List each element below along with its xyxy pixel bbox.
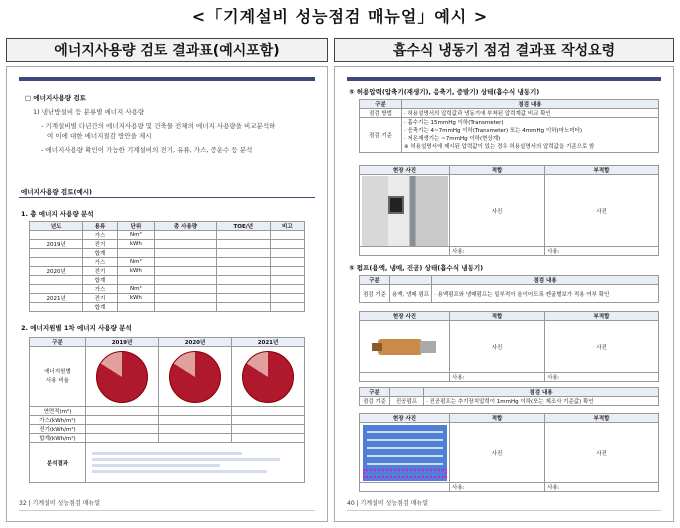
t1-cell xyxy=(270,258,304,267)
header-bar xyxy=(19,77,315,81)
t1-cell xyxy=(270,276,304,285)
t1-cell xyxy=(270,249,304,258)
t1-cell xyxy=(216,231,270,240)
caption: 사용: xyxy=(545,483,659,492)
row-sub: 용액, 냉매 펌프 xyxy=(390,285,432,303)
caption: 사용: xyxy=(545,373,659,382)
example-title: 에너지사용량 검토(예시) xyxy=(21,188,92,196)
header-cell: 현장 사진 xyxy=(360,414,450,423)
divider xyxy=(19,197,315,198)
t1-cell xyxy=(155,285,217,294)
left-header: 에너지사용량 검토 결과표(예시포함) xyxy=(6,38,328,62)
row-sub: 진공펌프 xyxy=(390,397,424,406)
section1-title: ⑤ 허용압력(압축기(재생기), 응축기, 증발기) 상태(흡수식 냉동기) xyxy=(349,88,540,96)
pump-drawing xyxy=(370,325,440,369)
t1-cell: Nm³ xyxy=(117,231,155,240)
table-row xyxy=(30,267,305,276)
pie-chart-2019 xyxy=(96,351,148,403)
table-row xyxy=(30,285,305,294)
t1-cell: 전기 xyxy=(83,267,117,276)
t1-cell xyxy=(117,249,155,258)
t1-cell xyxy=(270,285,304,294)
row-text: · 용액펌프와 냉매펌프는 일부적이 올이어도록 캔굴별보가 적용 여부 확인 xyxy=(432,285,659,303)
t1-cell xyxy=(30,231,83,240)
t1-cell: kWh xyxy=(117,267,155,276)
row-text: · 진공펌프는 추기장치압력이 1mmHg 이하(또는 제조사 기준값) 확인 xyxy=(424,397,659,406)
t1-cell: 가스 xyxy=(83,285,117,294)
t1-cell xyxy=(216,276,270,285)
right-page-image xyxy=(334,66,674,522)
criteria-line: · 응축기는 4~7mmHg 이하(Transmeter) 또는 4mmHg 이하(마노미터) xyxy=(404,128,583,134)
header-cell: 점검 내용 xyxy=(424,388,659,397)
criteria-line: ※ 허용설명서에 제시된 압력값이 있는 경우 허용설명서의 압력값을 기준으로 함 xyxy=(404,144,595,150)
table-row xyxy=(30,231,305,240)
t1-header: 단위 xyxy=(117,222,155,231)
header-bar xyxy=(347,77,661,81)
t1-cell: Nm³ xyxy=(117,285,155,294)
t1-cell xyxy=(270,267,304,276)
t1-cell xyxy=(155,258,217,267)
t1-cell xyxy=(216,285,270,294)
photo-placeholder: 사진 xyxy=(450,175,545,247)
t1-cell xyxy=(270,303,304,312)
section2-title: ⑤ 펌프(용액, 냉매, 진공) 상태(흡수식 냉동기) xyxy=(349,264,484,272)
photo-table-2 xyxy=(359,311,659,382)
photo-placeholder: 사진 xyxy=(545,321,659,373)
footer-line xyxy=(347,510,661,511)
t1-cell xyxy=(155,267,217,276)
header-cell: 구분 xyxy=(360,388,390,397)
table-row xyxy=(30,303,305,312)
t2-row-label: 가스(kWh/m²) xyxy=(30,416,86,425)
t1-header: 년도 xyxy=(30,222,83,231)
header-cell: 적합 xyxy=(450,312,545,321)
site-photo xyxy=(362,176,448,246)
t2-header: 2021년 xyxy=(232,338,305,347)
header-cell: 부적합 xyxy=(545,414,659,423)
t1-cell: 합계 xyxy=(83,303,117,312)
energy-source-table xyxy=(29,337,305,483)
t1-cell xyxy=(117,276,155,285)
t2-row-label: 전기(kWh/m²) xyxy=(30,425,86,434)
pie-chart-2020 xyxy=(169,351,221,403)
t1-cell xyxy=(30,303,83,312)
pie-chart-2021 xyxy=(242,351,294,403)
t1-cell xyxy=(216,303,270,312)
photo-placeholder: 사진 xyxy=(545,423,659,483)
header-cell: 점검 내용 xyxy=(402,100,659,109)
t1-cell xyxy=(30,276,83,285)
t1-cell: 가스 xyxy=(83,258,117,267)
t1-cell xyxy=(155,303,217,312)
t1-cell xyxy=(117,303,155,312)
photo-placeholder: 사진 xyxy=(450,423,545,483)
left-footer: 32 | 기계설비 성능점검 매뉴얼 xyxy=(19,500,101,507)
t1-cell xyxy=(155,231,217,240)
header-cell: 적합 xyxy=(450,166,545,175)
row-label: 점검 방법 xyxy=(360,109,402,118)
table1-title: 1. 총 에너지 사용량 분석 xyxy=(21,210,94,218)
t1-header: 총 사용량 xyxy=(155,222,217,231)
bullet-1a: - 기계설비별 다년간의 에너지사용량 및 건축물 전체의 에너지 사용량을 비교분석하 xyxy=(41,122,276,130)
pie-label: 사용 비율 xyxy=(45,377,69,384)
table-row xyxy=(30,249,305,258)
t2-header: 구분 xyxy=(30,338,86,347)
t1-cell: 합계 xyxy=(83,276,117,285)
page-title: <「기계설비 성능점검 매뉴얼」예시 > xyxy=(191,7,489,26)
t1-cell xyxy=(270,231,304,240)
row-label: 점검 기준 xyxy=(360,397,390,406)
t1-cell: 2019년 xyxy=(30,240,83,249)
caption: 사용: xyxy=(545,247,659,256)
t1-cell xyxy=(270,240,304,249)
table-row xyxy=(30,294,305,303)
table2-title: 2. 에너지원별 1차 에너지 사용량 분석 xyxy=(21,324,132,332)
t1-cell xyxy=(30,285,83,294)
row-text: · 허용설명서의 압력값과 냉동기에 부착된 압력계값 비교 확인 xyxy=(402,109,659,118)
caption: 사용: xyxy=(450,247,545,256)
footer-line xyxy=(19,510,315,511)
right-header: 흡수식 냉동기 점검 결과표 작성요령 xyxy=(334,38,674,62)
t1-cell xyxy=(155,249,217,258)
criteria-line: · 저온재생기는 ~7mmHg 이하(현상계) xyxy=(404,136,501,142)
t2-row-label: 합계(kWh/m²) xyxy=(30,434,86,443)
header-cell: 적합 xyxy=(450,414,545,423)
t1-cell: 2020년 xyxy=(30,267,83,276)
header-cell: 점검 내용 xyxy=(432,276,659,285)
photo-placeholder: 사진 xyxy=(450,321,545,373)
table-row xyxy=(30,240,305,249)
caption: 사용: xyxy=(450,483,545,492)
header-cell: 현장 사진 xyxy=(360,312,450,321)
header-cell: 구분 xyxy=(360,276,390,285)
t1-cell: kWh xyxy=(117,240,155,249)
header-cell: 구분 xyxy=(360,100,402,109)
table-row xyxy=(30,276,305,285)
t1-cell: 전기 xyxy=(83,240,117,249)
pie-label: 에너지원별 xyxy=(44,368,71,375)
t2-header: 2020년 xyxy=(159,338,232,347)
t1-header: 용류 xyxy=(83,222,117,231)
t1-cell xyxy=(30,249,83,258)
t1-cell xyxy=(270,294,304,303)
t1-cell xyxy=(216,294,270,303)
t1-header: TOE/년 xyxy=(216,222,270,231)
energy-usage-table xyxy=(29,221,305,312)
section-title: □ 에너지사용량 검토 xyxy=(25,94,86,102)
row-label: 점검 기준 xyxy=(360,118,402,153)
table-row xyxy=(30,258,305,267)
t1-cell: 합계 xyxy=(83,249,117,258)
t2-header: 2019년 xyxy=(86,338,159,347)
photo-table-1 xyxy=(359,165,659,256)
left-page-image xyxy=(6,66,328,522)
photo-table-3 xyxy=(359,413,659,492)
inspection-table-3 xyxy=(359,387,659,406)
controller-screen xyxy=(363,425,447,481)
t1-cell: 2021년 xyxy=(30,294,83,303)
item-1: 1) 냉난방설비 등 분류별 에너지 사용량 xyxy=(33,108,145,116)
t1-cell xyxy=(155,276,217,285)
t1-cell xyxy=(216,258,270,267)
t2-row-label: 연면적(m²) xyxy=(30,407,86,416)
t1-cell xyxy=(155,294,217,303)
t1-cell xyxy=(216,267,270,276)
header-cell: 부적합 xyxy=(545,166,659,175)
t1-cell xyxy=(30,258,83,267)
t1-cell xyxy=(155,240,217,249)
caption: 사용: xyxy=(450,373,545,382)
bullet-2: - 에너지사용량 확인이 가능한 기계설비의 전기, 유류, 가스, 증운수 등 분석 xyxy=(41,146,253,154)
t1-cell xyxy=(216,240,270,249)
photo-placeholder: 사진 xyxy=(545,175,659,247)
t1-cell: 전기 xyxy=(83,294,117,303)
header-cell: 부적합 xyxy=(545,312,659,321)
row-label: 점검 기준 xyxy=(360,285,390,303)
bullet-1b: 여 이에 대한 에너지절감 방안을 제시 xyxy=(47,132,152,140)
inspection-table-1 xyxy=(359,99,659,153)
analysis-label: 분석결과 xyxy=(30,443,86,483)
criteria-line: · 흡수기는 15mmHg 이하(Transmeter) xyxy=(404,120,504,126)
header-cell: 현장 사진 xyxy=(360,166,450,175)
t1-cell: 가스 xyxy=(83,231,117,240)
t1-cell xyxy=(216,249,270,258)
t1-cell: kWh xyxy=(117,294,155,303)
t1-header: 비고 xyxy=(270,222,304,231)
right-footer: 40 | 기계설비 성능점검 매뉴얼 xyxy=(347,500,429,507)
t1-cell: Nm³ xyxy=(117,258,155,267)
inspection-table-2 xyxy=(359,275,659,303)
